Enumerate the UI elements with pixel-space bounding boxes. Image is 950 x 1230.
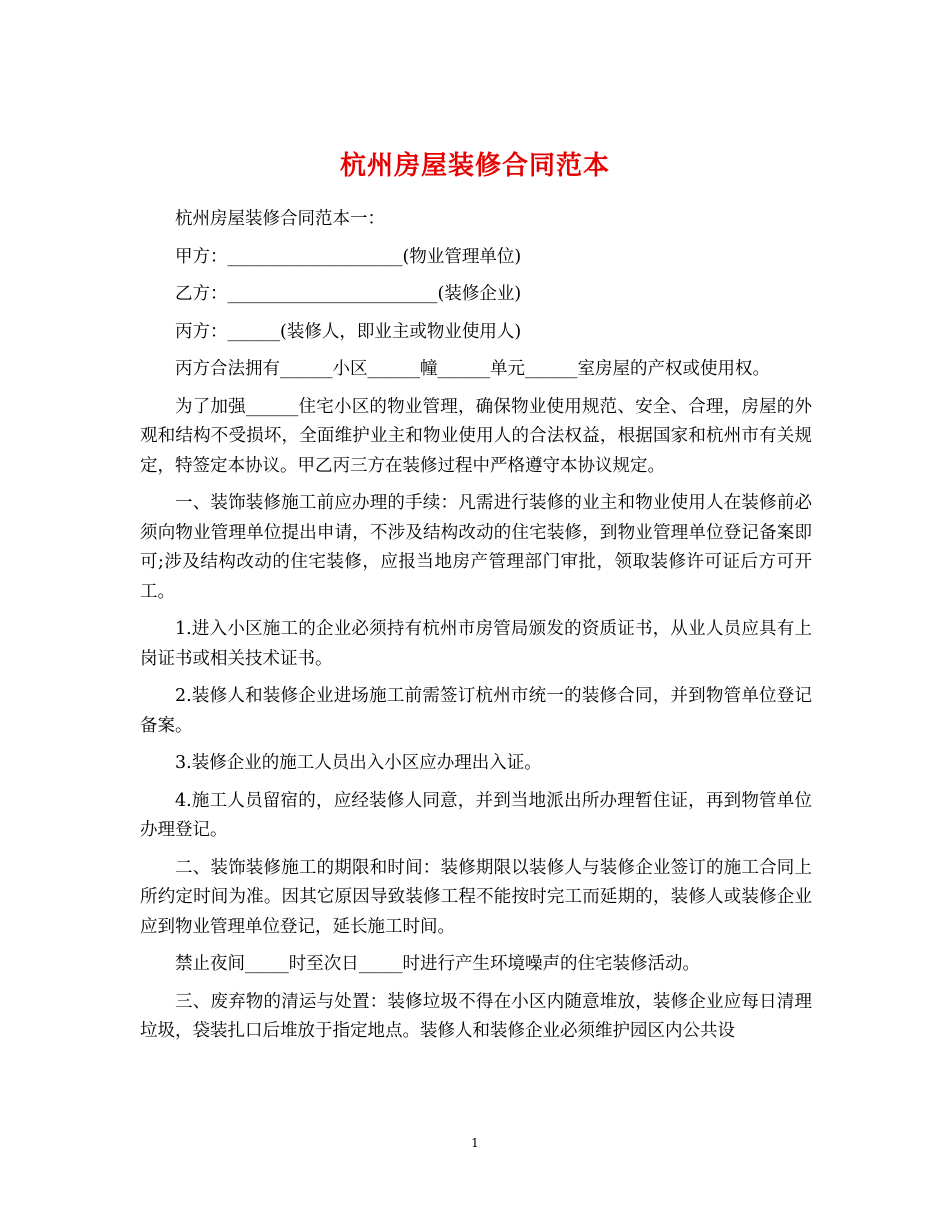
paragraph-party-a: 甲方：____________________(物业管理单位) [175, 246, 522, 267]
document-title: 杭州房屋装修合同范本 [339, 151, 610, 182]
paragraph-item-4: 4.施工人员留宿的，应经装修人同意，并到当地派出所办理暂住证，再到物管单位办理登记。 [140, 790, 812, 840]
paragraph-party-b: 乙方：________________________(装修企业) [175, 284, 522, 304]
paragraph-ownership: 丙方合法拥有______小区______幢______单元______室房屋的产权或使用权。 [175, 359, 770, 379]
page-number: 1 [471, 1136, 479, 1150]
paragraph-item-3: 3.装修企业的施工人员出入小区应办理出入证。 [175, 753, 542, 773]
paragraph-section-3: 三、废弃物的清运与处置：装修垃圾不得在小区内随意堆放，装修企业应每日清理垃圾，袋装扎口后堆放于指定地点。装修人和装修企业必须维护园区内公共设 [140, 991, 812, 1041]
paragraph-intro: 杭州房屋装修合同范本一： [175, 209, 385, 229]
paragraph-party-c: 丙方：______(装修人，即业主或物业使用人) [175, 321, 522, 342]
paragraph-night-ban: 禁止夜间_____时至次日_____时进行产生环境噪声的住宅装修活动。 [175, 954, 700, 974]
paragraph-section-2: 二、装饰装修施工的期限和时间：装修期限以装修人与装修企业签订的施工合同上所约定时间为准。因其它原因导致装修工程不能按时完工而延期的，装修人或装修企业应到物业管理单位登记，延长施工时间。 [140, 857, 812, 937]
paragraph-item-1: 1.进入小区施工的企业必须持有杭州市房管局颁发的资质证书，从业人员应具有上岗证书或相关技术证书。 [140, 619, 812, 669]
paragraph-section-1: 一、装饰装修施工前应办理的手续：凡需进行装修的业主和物业使用人在装修前必须向物业管理单位提出申请，不涉及结构改动的住宅装修，到物业管理单位登记备案即可;涉及结构改动的住宅装修，应报当地房产管理部门审批，领取装修许可证后方可开工。 [140, 493, 812, 602]
paragraph-item-2: 2.装修人和装修企业进场施工前需签订杭州市统一的装修合同，并到物管单位登记备案。 [140, 686, 812, 736]
paragraph-purpose: 为了加强______住宅小区的物业管理，确保物业使用规范、安全、合理，房屋的外观和结构不受损坏，全面维护业主和物业使用人的合法权益，根据国家和杭州市有关规定，特签定本协议。甲乙丙三方在装修过程中严格遵守本协议规定。 [140, 396, 812, 476]
document-body [140, 205, 812, 1047]
